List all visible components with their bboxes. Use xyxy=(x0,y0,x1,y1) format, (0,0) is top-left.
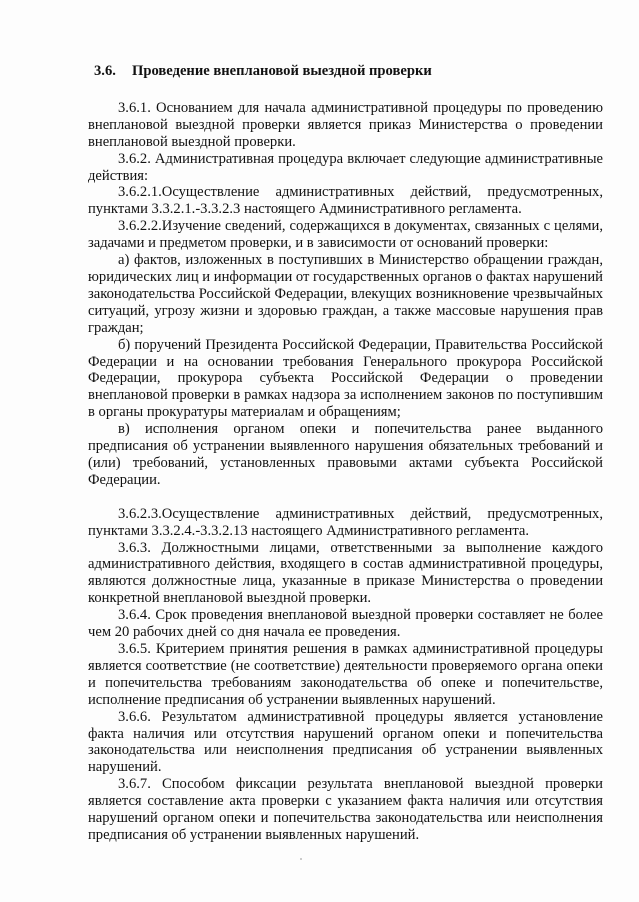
paragraph-3-6-5: 3.6.5. Критерием принятия решения в рамках административной процедуры является соответствие (не соответствие) деятельности проверяемого органа опеки и попечительства требованиям законодательства об опеке и попечительстве, исполнение предписания об устранении выявленных нарушений. xyxy=(88,641,603,708)
document-body xyxy=(88,63,603,844)
section-number: 3.6. xyxy=(94,63,116,79)
list-item-v: в) исполнения органом опеки и попечительства ранее выданного предписания об устранении выявленного нарушения обязательных требований и (или) требований, установленных правовыми актами субъекта Российской Федерации. xyxy=(88,421,603,488)
paragraph-3-6-2-2: 3.6.2.2.Изучение сведений, содержащихся в документах, связанных с целями, задачами и предметом проверки, и в зависимости от оснований проверки: xyxy=(88,218,603,252)
paragraph-3-6-7: 3.6.7. Способом фиксации результата внеплановой выездной проверки является составление акта проверки с указанием факта наличия или отсутствия нарушений органом опеки и попечительства законодательства или неисполнения предписания об устранении выявленных нарушений. xyxy=(88,776,603,843)
paragraph-3-6-6: 3.6.6. Результатом административной процедуры является установление факта наличия или отсутствия нарушений органом опеки и попечительства законодательства или неисполнения предписания об устранении выявленных нарушений. xyxy=(88,708,603,776)
section-heading xyxy=(88,63,603,80)
scan-speck xyxy=(300,858,302,860)
paragraph-3-6-2: 3.6.2. Административная процедура включает следующие административные действия: xyxy=(88,150,603,184)
paragraph-3-6-4: 3.6.4. Срок проведения внеплановой выездной проверки составляет не более чем 20 рабочих дней со дня начала ее проведения. xyxy=(88,607,603,641)
paragraph-3-6-1: 3.6.1. Основанием для начала административной процедуры по проведению внеплановой выездной проверки является приказ Министерства о проведении внеплановой выездной проверки. xyxy=(88,99,603,150)
list-item-b: б) поручений Президента Российской Федерации, Правительства Российской Федерации и на основании требования Генерального прокурора Российской Федерации, прокурора субъекта Российской Федерации о проведении внеплановой проверки в рамках надзора за исполнением законов по поступившим в органы прокуратуры материалам и обращениям; xyxy=(88,336,603,421)
list-item-a: а) фактов, изложенных в поступивших в Министерство обращении граждан, юридических лиц и информации от государственных органов о фактах нарушений законодательства Российской Федерации, влекущих возникновение чрезвычайных ситуаций, угрозу жизни и здоровью граждан, а также массовые нарушения прав граждан; xyxy=(88,252,603,336)
paragraph-3-6-3: 3.6.3. Должностными лицами, ответственными за выполнение каждого административного действия, входящего в состав административной процедуры, являются должностные лица, указанные в приказе Министерства о проведении конкретной внеплановой выездной проверки. xyxy=(88,539,603,607)
section-title: Проведение внеплановой выездной проверки xyxy=(132,63,432,79)
paragraph-3-6-2-1: 3.6.2.1.Осуществление административных действий, предусмотренных, пунктами 3.3.2.1.-3.3.2.3 настоящего Административного регламента. xyxy=(88,184,603,218)
paragraph-3-6-2-3: 3.6.2.3.Осуществление административных действий, предусмотренных, пунктами 3.3.2.4.-3.3.2.13 настоящего Административного регламента. xyxy=(88,505,603,539)
